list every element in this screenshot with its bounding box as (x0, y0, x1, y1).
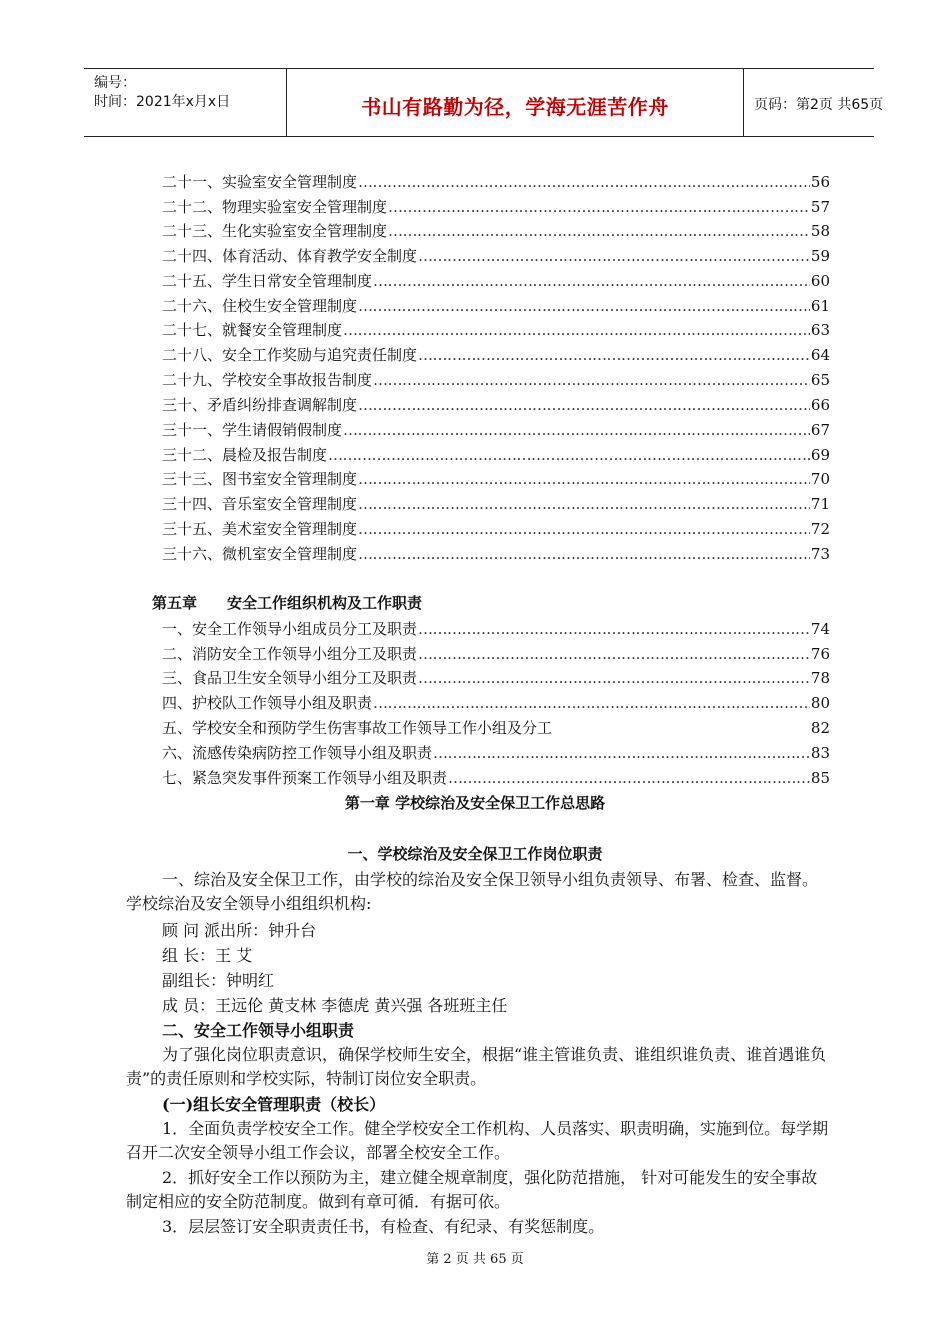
toc-leader (358, 517, 810, 541)
vice-leader-line: 副组长：钟明红 (162, 971, 275, 990)
toc-entry[interactable] (162, 542, 830, 566)
toc-leader (388, 195, 810, 219)
paragraph-item-3: 3．层层签订安全职责责任书，有检查、有纪录、有奖惩制度。 (162, 1217, 605, 1236)
toc-title: 三十六、微机室安全管理制度 (162, 545, 358, 563)
paragraph-item-2: 2．抓好安全工作以预防为主，建立健全规章制度，强化防范措施， 针对可能发生的安全事故制定相应的安全防范制度。做到有章可循．有据可依。 (126, 1168, 818, 1211)
chapter-one-heading: 第一章 学校综治及安全保卫工作总思路 (344, 794, 606, 812)
header-center-cell (286, 69, 744, 136)
toc-leader (343, 418, 810, 442)
header-right-cell (744, 69, 884, 136)
toc-entry[interactable] (162, 642, 830, 666)
toc-page: 56 (810, 173, 830, 191)
toc-leader (343, 318, 810, 342)
document-time: 时间：2021年x月x日 (94, 94, 231, 110)
toc-title: 二十八、安全工作奖励与追究责任制度 (162, 346, 418, 364)
toc-title: 二、消防安全工作领导小组分工及职责 (162, 645, 418, 663)
toc-page: 65 (810, 371, 830, 389)
toc-title: 二十七、就餐安全管理制度 (162, 321, 343, 339)
toc-leader (358, 542, 810, 566)
toc-leader (433, 741, 810, 765)
toc-title: 二十二、物理实验室安全管理制度 (162, 198, 388, 216)
toc-page: 83 (810, 744, 830, 762)
toc-title: 三十五、美术室安全管理制度 (162, 520, 358, 538)
header-page-number: 页码：第2页 共65页 (754, 97, 884, 113)
toc-entry[interactable] (162, 492, 830, 516)
toc-entry[interactable] (162, 517, 830, 541)
toc-entry[interactable] (162, 269, 830, 293)
toc-page: 73 (810, 545, 830, 563)
toc-leader (418, 343, 810, 367)
toc-entry[interactable] (162, 219, 830, 243)
toc-title: 一、安全工作领导小组成员分工及职责 (162, 620, 418, 638)
toc-page: 64 (810, 346, 830, 364)
toc-leader (418, 642, 810, 666)
toc-page: 61 (810, 297, 830, 315)
toc-title: 五、学校安全和预防学生伤害事故工作领导工作小组及分工 (162, 719, 553, 737)
toc-entry[interactable] (162, 691, 830, 715)
toc-page: 59 (810, 247, 830, 265)
toc-title: 二十三、生化实验室安全管理制度 (162, 222, 388, 240)
toc-leader (418, 666, 810, 690)
toc-title: 三十三、图书室安全管理制度 (162, 470, 358, 488)
paragraph-organization: 一、综治及安全保卫工作，由学校的综治及安全保卫领导小组负责领导、布署、检查、监督。学校综治及安全领导小组组织机构: (126, 870, 819, 913)
section-one-heading: 一、学校综治及安全保卫工作岗位职责 (347, 845, 603, 863)
leader-line: 组 长：王 艾 (162, 946, 253, 965)
toc-page: 72 (810, 520, 830, 538)
toc-leader (328, 443, 810, 467)
members-line: 成 员：王远伦 黄支林 李德虎 黄兴强 各班班主任 (162, 996, 508, 1015)
toc-entry[interactable] (162, 343, 830, 367)
toc-leader (358, 393, 810, 417)
toc-page: 70 (810, 470, 830, 488)
toc-entry[interactable] (162, 443, 830, 467)
toc-entry[interactable] (162, 741, 830, 765)
toc-page: 80 (810, 694, 830, 712)
toc-entry[interactable] (162, 418, 830, 442)
header-motto: 书山有路勤为径，学海无涯苦作舟 (361, 95, 669, 119)
document-number: 编号： (94, 75, 136, 91)
toc-title: 三十四、音乐室安全管理制度 (162, 495, 358, 513)
toc-title: 六、流感传染病防控工作领导小组及职责 (162, 744, 433, 762)
toc-entry[interactable] (162, 467, 830, 491)
toc-page: 60 (810, 272, 830, 290)
toc-page: 69 (810, 446, 830, 464)
toc-entry[interactable] (162, 716, 830, 740)
toc-entry[interactable] (162, 666, 830, 690)
chapter-five-heading (152, 592, 422, 613)
toc-title: 三十二、晨检及报告制度 (162, 446, 328, 464)
section-two-heading: 二、安全工作领导小组职责 (162, 1021, 355, 1040)
toc-leader (358, 294, 810, 318)
subsection-heading: (一)组长安全管理职责（校长） (162, 1095, 386, 1114)
toc-title: 三十一、学生请假销假制度 (162, 421, 343, 439)
toc-page: 67 (810, 421, 830, 439)
toc-page: 76 (810, 645, 830, 663)
toc-page: 82 (810, 719, 830, 737)
toc-title: 二十一、实验室安全管理制度 (162, 173, 358, 191)
toc-entry[interactable] (162, 766, 830, 790)
toc-page: 63 (810, 321, 830, 339)
chapter-number: 第五章 (152, 594, 198, 612)
page-footer: 第 2 页 共 65 页 (426, 1252, 524, 1267)
toc-page: 66 (810, 396, 830, 414)
page-header (84, 68, 884, 137)
toc-leader (448, 766, 810, 790)
toc-title: 四、护校队工作领导小组及职责 (162, 694, 373, 712)
toc-page: 85 (810, 769, 830, 787)
toc-page: 71 (810, 495, 830, 513)
paragraph-responsibility: 为了强化岗位职责意识，确保学校师生安全，根据“谁主管谁负责、谁组织谁负责、谁首遇谁负责”的责任原则和学校实际，特制订岗位安全职责。 (126, 1045, 827, 1088)
toc-entry[interactable] (162, 294, 830, 318)
toc-leader (418, 617, 810, 641)
toc-page: 74 (810, 620, 830, 638)
toc-title: 二十四、体育活动、体育教学安全制度 (162, 247, 418, 265)
toc-title: 七、紧急突发事件预案工作领导小组及职责 (162, 769, 448, 787)
toc-entry[interactable] (162, 170, 830, 194)
toc-leader (418, 244, 810, 268)
toc-entry[interactable] (162, 393, 830, 417)
toc-leader (358, 467, 810, 491)
toc-leader (373, 269, 810, 293)
toc-entry[interactable] (162, 617, 830, 641)
toc-title: 三、食品卫生安全领导小组分工及职责 (162, 669, 418, 687)
paragraph-item-1: 1．全面负责学校安全工作。健全学校安全工作机构、人员落实、职责明确，实施到位。每学期召开二次安全领导小组工作会议，部署全校安全工作。 (126, 1119, 829, 1162)
toc-page: 58 (810, 222, 830, 240)
toc-leader (388, 219, 810, 243)
toc-title: 二十九、学校安全事故报告制度 (162, 371, 373, 389)
toc-entry[interactable] (162, 368, 830, 392)
toc-page: 78 (810, 669, 830, 687)
toc-page: 57 (810, 198, 830, 216)
toc-leader (358, 492, 810, 516)
toc-title: 二十六、住校生安全管理制度 (162, 297, 358, 315)
chapter-title: 安全工作组织机构及工作职责 (227, 594, 423, 612)
toc-entry[interactable] (162, 195, 830, 219)
toc-title: 二十五、学生日常安全管理制度 (162, 272, 373, 290)
toc-leader (358, 170, 810, 194)
adviser-line: 顾 问 派出所：钟升台 (162, 921, 317, 940)
toc-leader (373, 368, 810, 392)
toc-entry[interactable] (162, 318, 830, 342)
toc-title: 三十、矛盾纠纷排查调解制度 (162, 396, 358, 414)
toc-entry[interactable] (162, 244, 830, 268)
toc-leader (373, 691, 810, 715)
header-left-cell (84, 69, 286, 136)
